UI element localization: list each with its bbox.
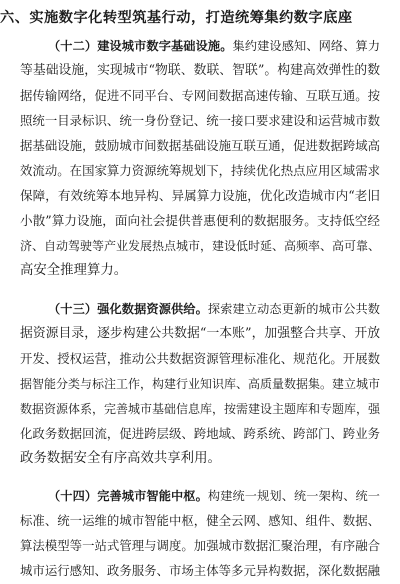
text-line: 化政务数据回流，促进跨层级、跨地域、跨系统、跨部门、跨业务 <box>20 426 380 441</box>
text-line: 照统一目录标识、统一身份登记、统一接口要求建设和运营城市数 <box>20 113 380 128</box>
text-line: 开发、授权运营，推动公共数据资源管理标准化、规范化。开展数 <box>20 351 380 366</box>
text-line: 据基础设施，鼓励城市间数据基础设施互联互通，促进数据跨域高 <box>20 138 380 153</box>
paragraph-12-heading: （十二）建设城市数字基础设施。 <box>48 39 233 53</box>
text-line: 等基础设施，实现城市“物联、数联、智联”。构建高效弹性的数 <box>20 63 380 78</box>
text-line: 算法模型等一站式管理与调度。加强城市数据汇聚治理，有序融合 <box>20 538 380 553</box>
text-line: 数据资源体系，完善城市基础信息库，按需建设主题库和专题库，强 <box>20 402 381 416</box>
paragraph-12-text: 集约建设感知、网络、算力 <box>232 39 381 53</box>
paragraph-13-first-line <box>48 297 380 322</box>
paragraph-13-heading: （十三）强化数据资源供给。 <box>48 302 208 316</box>
text-line: 城市运行感知、政务服务、市场主体等多元异构数据，深化数据融 <box>20 563 380 578</box>
paragraph-14-first-line <box>48 484 380 509</box>
paragraph-12-first-line <box>48 34 380 59</box>
text-line: 高安全推理算力。 <box>20 263 128 278</box>
paragraph-14-heading: （十四）完善城市智能中枢。 <box>48 489 208 503</box>
text-line: 济、自动驾驶等产业发展热点城市，建设低时延、高频率、高可靠、 <box>20 239 381 253</box>
text-line: 小散”算力设施，面向社会提供普惠便利的数据服务。支持低空经 <box>20 213 380 228</box>
text-line: 据传输网络，促进不同平台、专网间数据高速传输、互联互通。按 <box>20 88 380 103</box>
text-line: 政务数据安全有序高效共享利用。 <box>20 451 221 466</box>
text-line: 据智能分类与标注工作，构建行业知识库、高质量数据集。建立城市 <box>20 377 381 391</box>
text-line: 保障，有效统筹本地异构、异属算力设施，优化改造城市内“老旧 <box>20 188 380 203</box>
text-line: 据资源目录，逐步构建公共数据“一本账”，加强整合共享、开放 <box>20 326 380 341</box>
paragraph-13-text: 探索建立动态更新的城市公共数 <box>207 302 380 316</box>
text-line: 标准、统一运维的城市智能中枢，健全云网、感知、组件、数据、 <box>20 513 380 528</box>
paragraph-14-text: 构建统一规划、统一架构、统一 <box>207 489 380 503</box>
section-title: 六、实施数字化转型筑基行动，打造统筹集约数字底座 <box>0 10 353 26</box>
text-line: 效流动。在国家算力资源统筹规划下，持续优化热点应用区域需求 <box>20 163 380 178</box>
